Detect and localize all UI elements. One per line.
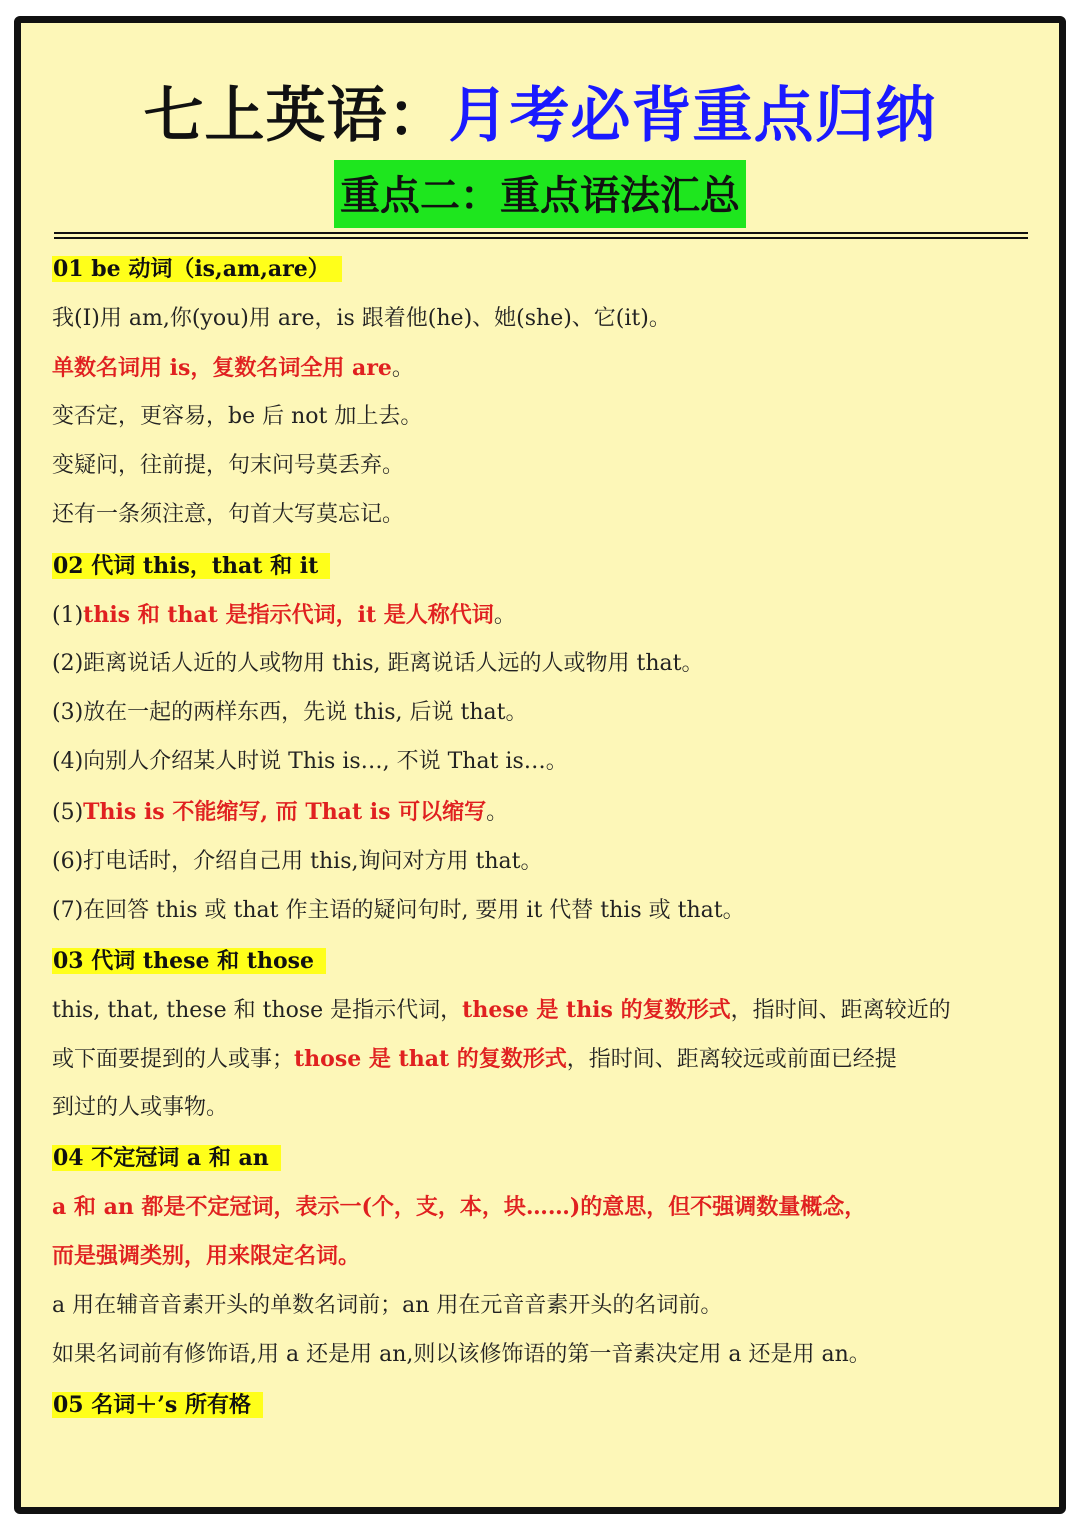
section-02-line-1: (1)this 和 that 是指示代词，it 是人称代词。 bbox=[52, 602, 516, 628]
section-03-line-3: 到过的人或事物。 bbox=[52, 1095, 229, 1120]
section-03-line-1: this, that, these 和 those 是指示代词，these 是 this 的复数形式，指时间、距离较近的 bbox=[52, 997, 951, 1023]
section-02-line-4: (4)向别人介绍某人时说 This is…, 不说 That is…。 bbox=[52, 749, 568, 774]
section-01-heading: 01 be 动词（is,am,are） bbox=[52, 252, 342, 287]
section-04-line-3: a 用在辅音音素开头的单数名词前；an 用在元音音素开头的名词前。 bbox=[52, 1293, 723, 1318]
section-01-line-2: 单数名词用 is，复数名词全用 are。 bbox=[52, 355, 414, 381]
section-02-line-2: (2)距离说话人近的人或物用 this, 距离说话人远的人或物用 that。 bbox=[52, 651, 704, 676]
section-02-line-7: (7)在回答 this 或 that 作主语的疑问句时, 要用 it 代替 this 或 that。 bbox=[52, 898, 745, 923]
section-04-line-2: 而是强调类别，用来限定名词。 bbox=[52, 1243, 361, 1269]
section-04-line-1: a 和 an 都是不定冠词，表示一(个，支，本，块……)的意思，但不强调数量概念， bbox=[52, 1194, 867, 1220]
section-02-heading: 02 代词 this，that 和 it bbox=[52, 549, 330, 584]
title-main: 月考必背重点归纳 bbox=[448, 81, 937, 151]
section-02-line-3: (3)放在一起的两样东西，先说 this, 后说 that。 bbox=[52, 700, 528, 725]
section-01-line-1: 我(I)用 am,你(you)用 are，is 跟着他(he)、她(she)、它(it)。 bbox=[52, 306, 671, 331]
section-05-heading: 05 名词＋’s 所有格 bbox=[52, 1388, 263, 1423]
title-prefix: 七上英语： bbox=[143, 81, 449, 151]
title-divider bbox=[54, 232, 1028, 239]
section-02-line-5: (5)This is 不能缩写, 而 That is 可以缩写。 bbox=[52, 799, 509, 825]
section-03-heading: 03 代词 these 和 those bbox=[52, 944, 326, 979]
section-04-heading: 04 不定冠词 a 和 an bbox=[52, 1141, 281, 1176]
section-03-line-2: 或下面要提到的人或事；those 是 that 的复数形式，指时间、距离较远或前面已经提 bbox=[52, 1046, 897, 1072]
section-01-line-3: 变否定，更容易，be 后 not 加上去。 bbox=[52, 404, 423, 429]
section-02-line-6: (6)打电话时，介绍自己用 this,询问对方用 that。 bbox=[52, 849, 543, 874]
subtitle-wrap bbox=[0, 160, 1080, 228]
page-title bbox=[0, 68, 1080, 154]
section-01-line-4: 变疑问，往前提，句末问号莫丢弃。 bbox=[52, 453, 405, 478]
section-04-line-4: 如果名词前有修饰语,用 a 还是用 an,则以该修饰语的第一音素决定用 a 还是用 an。 bbox=[52, 1342, 871, 1367]
section-subtitle: 重点二：重点语法汇总 bbox=[334, 160, 746, 228]
section-01-line-5: 还有一条须注意，句首大写莫忘记。 bbox=[52, 502, 405, 527]
